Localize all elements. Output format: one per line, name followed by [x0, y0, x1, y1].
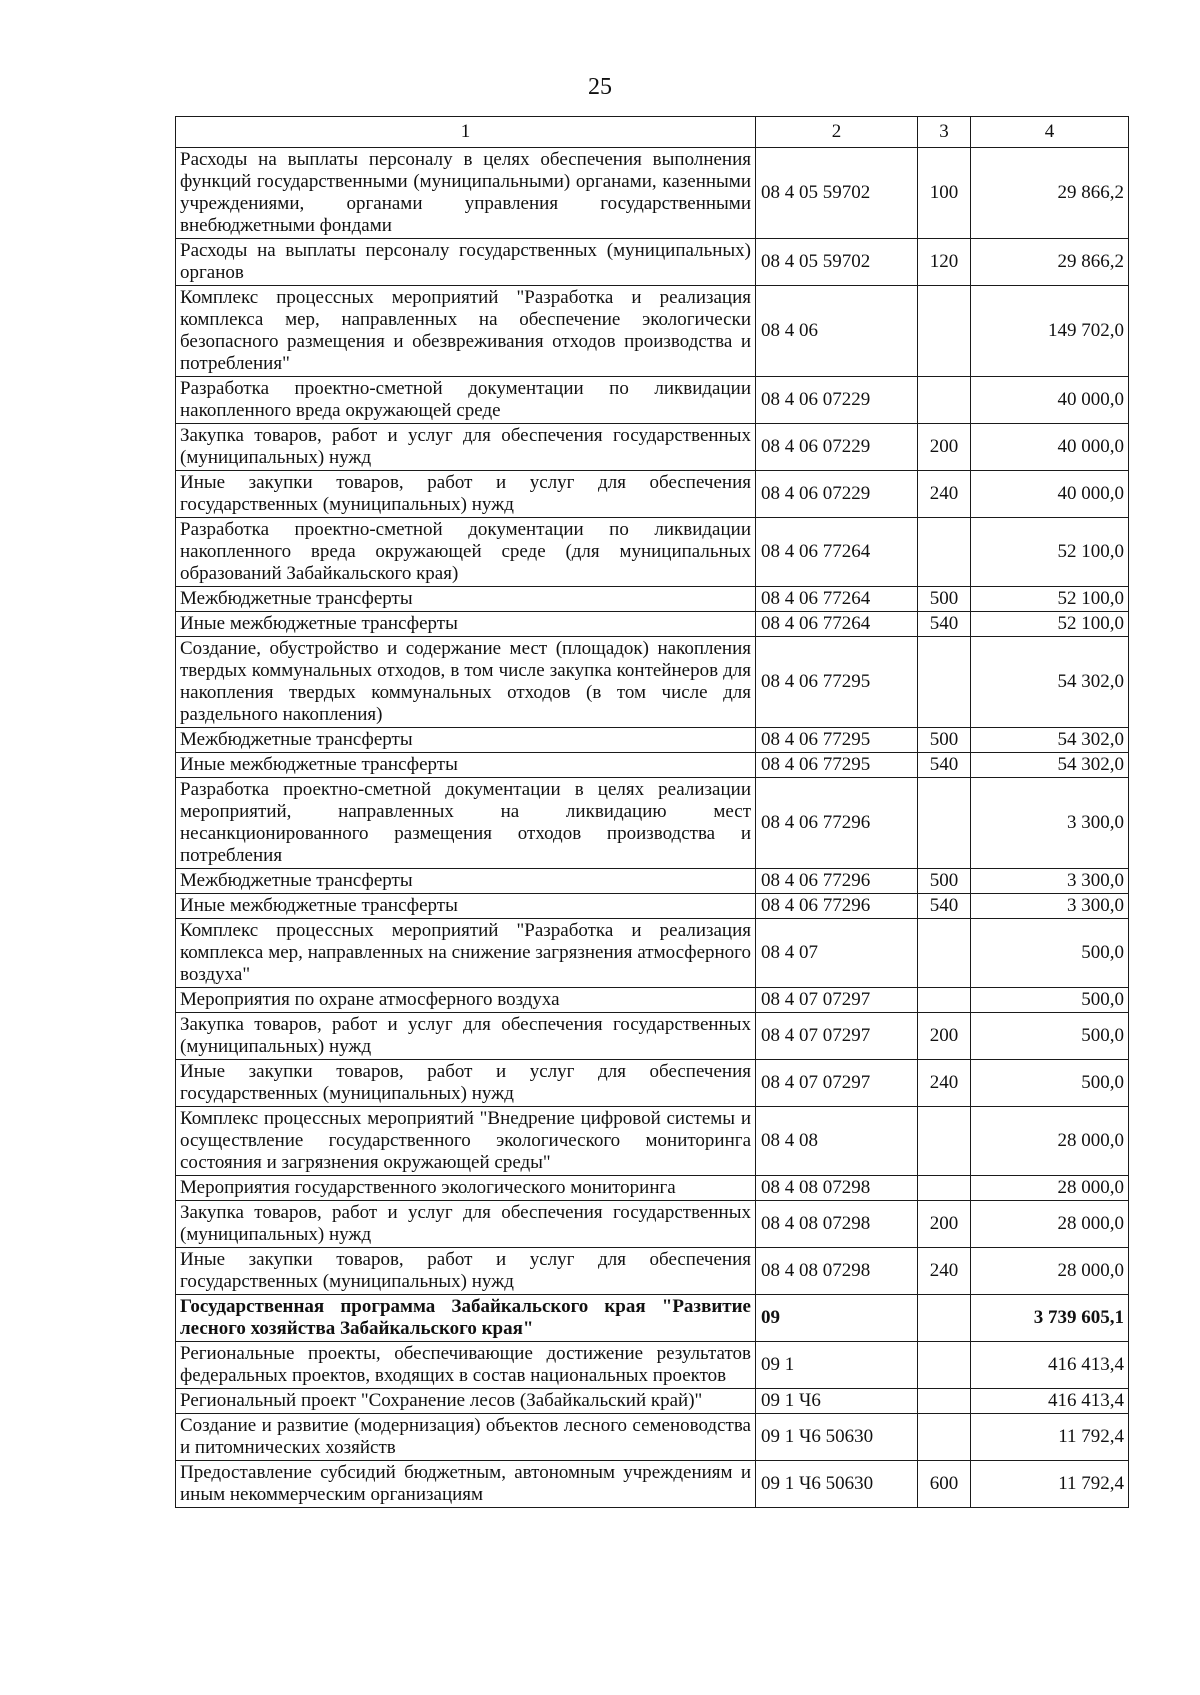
table-row [176, 1013, 1129, 1060]
table-row [176, 471, 1129, 518]
row-type-cell [918, 1107, 971, 1176]
row-name-cell: Региональные проекты, обеспечивающие достижение результатов федеральных проектов, входящих в состав национальных проектов [176, 1342, 756, 1389]
row-type-cell [918, 919, 971, 988]
row-type-cell: 200 [918, 1013, 971, 1060]
header-col-type: 3 [918, 117, 971, 148]
row-type-cell: 200 [918, 424, 971, 471]
table-row [176, 919, 1129, 988]
table-row [176, 612, 1129, 637]
table-row [176, 988, 1129, 1013]
row-sum-cell: 28 000,0 [971, 1176, 1129, 1201]
row-code-cell: 08 4 06 07229 [756, 377, 918, 424]
table-row [176, 424, 1129, 471]
table-row [176, 377, 1129, 424]
row-sum-cell: 52 100,0 [971, 612, 1129, 637]
row-type-cell: 500 [918, 869, 971, 894]
row-type-cell: 540 [918, 612, 971, 637]
row-sum-cell: 40 000,0 [971, 471, 1129, 518]
row-code-cell: 09 1 Ч6 50630 [756, 1414, 918, 1461]
row-code-cell: 08 4 05 59702 [756, 148, 918, 239]
table-row [176, 148, 1129, 239]
row-sum-cell: 28 000,0 [971, 1248, 1129, 1295]
row-sum-cell: 52 100,0 [971, 587, 1129, 612]
table-row [176, 869, 1129, 894]
row-name-cell: Государственная программа Забайкальского края "Развитие лесного хозяйства Забайкальского края" [176, 1295, 756, 1342]
row-name-cell: Иные межбюджетные трансферты [176, 894, 756, 919]
table-row [176, 239, 1129, 286]
row-type-cell [918, 1414, 971, 1461]
row-sum-cell: 3 300,0 [971, 869, 1129, 894]
row-sum-cell: 500,0 [971, 1060, 1129, 1107]
row-sum-cell: 52 100,0 [971, 518, 1129, 587]
row-type-cell [918, 1342, 971, 1389]
row-name-cell: Межбюджетные трансферты [176, 869, 756, 894]
row-code-cell: 08 4 07 07297 [756, 1013, 918, 1060]
row-name-cell: Комплекс процессных мероприятий "Внедрение цифровой системы и осуществление государственного экологического мониторинга состояния и загрязнения окружающей среды" [176, 1107, 756, 1176]
row-name-cell: Разработка проектно-сметной документации по ликвидации накопленного вреда окружающей среде (для муниципальных образований Забайкальского края) [176, 518, 756, 587]
table-row [176, 728, 1129, 753]
row-type-cell [918, 377, 971, 424]
row-name-cell: Создание, обустройство и содержание мест (площадок) накопления твердых коммунальных отходов, в том числе закупка контейнеров для накопления твердых коммунальных отходов (в том числе для раздельного накопления) [176, 637, 756, 728]
table-row [176, 587, 1129, 612]
row-type-cell: 500 [918, 587, 971, 612]
row-code-cell: 08 4 08 07298 [756, 1248, 918, 1295]
row-sum-cell: 40 000,0 [971, 424, 1129, 471]
row-sum-cell: 500,0 [971, 919, 1129, 988]
row-type-cell: 540 [918, 753, 971, 778]
row-code-cell: 08 4 06 77264 [756, 587, 918, 612]
row-name-cell: Мероприятия по охране атмосферного воздуха [176, 988, 756, 1013]
row-sum-cell: 54 302,0 [971, 637, 1129, 728]
row-sum-cell: 3 300,0 [971, 778, 1129, 869]
row-name-cell: Закупка товаров, работ и услуг для обеспечения государственных (муниципальных) нужд [176, 424, 756, 471]
row-name-cell: Разработка проектно-сметной документации по ликвидации накопленного вреда окружающей среде [176, 377, 756, 424]
row-sum-cell: 54 302,0 [971, 753, 1129, 778]
row-type-cell: 100 [918, 148, 971, 239]
row-code-cell: 08 4 06 77295 [756, 637, 918, 728]
row-type-cell: 540 [918, 894, 971, 919]
table-row [176, 1060, 1129, 1107]
row-name-cell: Разработка проектно-сметной документации в целях реализации мероприятий, направленных на ликвидацию мест несанкционированного размещения отходов производства и потребления [176, 778, 756, 869]
row-sum-cell: 29 866,2 [971, 148, 1129, 239]
table-row [176, 286, 1129, 377]
row-sum-cell: 416 413,4 [971, 1389, 1129, 1414]
row-sum-cell: 11 792,4 [971, 1461, 1129, 1508]
row-type-cell [918, 518, 971, 587]
row-name-cell: Межбюджетные трансферты [176, 728, 756, 753]
row-code-cell: 08 4 07 [756, 919, 918, 988]
table-row [176, 1201, 1129, 1248]
row-type-cell: 200 [918, 1201, 971, 1248]
row-code-cell: 08 4 06 77264 [756, 518, 918, 587]
row-type-cell [918, 1176, 971, 1201]
row-code-cell: 08 4 07 07297 [756, 988, 918, 1013]
page-number: 25 [588, 74, 612, 100]
table-row [176, 637, 1129, 728]
row-sum-cell: 29 866,2 [971, 239, 1129, 286]
row-type-cell: 240 [918, 1060, 971, 1107]
row-type-cell [918, 1295, 971, 1342]
row-sum-cell: 500,0 [971, 1013, 1129, 1060]
row-code-cell: 08 4 06 77295 [756, 728, 918, 753]
row-type-cell: 240 [918, 1248, 971, 1295]
row-sum-cell: 3 300,0 [971, 894, 1129, 919]
row-name-cell: Закупка товаров, работ и услуг для обеспечения государственных (муниципальных) нужд [176, 1201, 756, 1248]
table-row [176, 1461, 1129, 1508]
row-type-cell: 500 [918, 728, 971, 753]
header-col-name: 1 [176, 117, 756, 148]
row-name-cell: Комплекс процессных мероприятий "Разработка и реализация комплекса мер, направленных на снижение загрязнения атмосферного воздуха" [176, 919, 756, 988]
table-row [176, 1107, 1129, 1176]
table-row [176, 1389, 1129, 1414]
table-row [176, 1295, 1129, 1342]
row-code-cell: 08 4 06 77296 [756, 778, 918, 869]
header-col-code: 2 [756, 117, 918, 148]
table-row [176, 1248, 1129, 1295]
row-code-cell: 09 1 Ч6 50630 [756, 1461, 918, 1508]
header-row [176, 117, 1129, 148]
row-code-cell: 09 1 Ч6 [756, 1389, 918, 1414]
row-code-cell: 09 [756, 1295, 918, 1342]
row-name-cell: Иные закупки товаров, работ и услуг для обеспечения государственных (муниципальных) нужд [176, 471, 756, 518]
row-name-cell: Межбюджетные трансферты [176, 587, 756, 612]
row-code-cell: 08 4 06 [756, 286, 918, 377]
row-type-cell [918, 988, 971, 1013]
row-name-cell: Закупка товаров, работ и услуг для обеспечения государственных (муниципальных) нужд [176, 1013, 756, 1060]
row-sum-cell: 500,0 [971, 988, 1129, 1013]
table-row [176, 518, 1129, 587]
row-type-cell [918, 778, 971, 869]
row-sum-cell: 28 000,0 [971, 1107, 1129, 1176]
row-code-cell: 08 4 05 59702 [756, 239, 918, 286]
row-sum-cell: 3 739 605,1 [971, 1295, 1129, 1342]
table-row [176, 1342, 1129, 1389]
row-name-cell: Иные межбюджетные трансферты [176, 612, 756, 637]
row-sum-cell: 416 413,4 [971, 1342, 1129, 1389]
row-sum-cell: 28 000,0 [971, 1201, 1129, 1248]
row-name-cell: Создание и развитие (модернизация) объектов лесного семеноводства и питомнических хозяйств [176, 1414, 756, 1461]
table-row [176, 894, 1129, 919]
table-row [176, 1176, 1129, 1201]
row-sum-cell: 11 792,4 [971, 1414, 1129, 1461]
row-code-cell: 08 4 06 77295 [756, 753, 918, 778]
header-col-sum: 4 [971, 117, 1129, 148]
table-row [176, 778, 1129, 869]
row-type-cell: 120 [918, 239, 971, 286]
table-row [176, 753, 1129, 778]
row-name-cell: Региональный проект "Сохранение лесов (Забайкальский край)" [176, 1389, 756, 1414]
row-sum-cell: 149 702,0 [971, 286, 1129, 377]
row-type-cell [918, 1389, 971, 1414]
row-code-cell: 08 4 06 07229 [756, 424, 918, 471]
row-code-cell: 08 4 08 [756, 1107, 918, 1176]
row-name-cell: Иные закупки товаров, работ и услуг для обеспечения государственных (муниципальных) нужд [176, 1060, 756, 1107]
row-code-cell: 08 4 07 07297 [756, 1060, 918, 1107]
row-type-cell: 600 [918, 1461, 971, 1508]
row-sum-cell: 54 302,0 [971, 728, 1129, 753]
row-name-cell: Иные межбюджетные трансферты [176, 753, 756, 778]
row-code-cell: 08 4 06 07229 [756, 471, 918, 518]
row-name-cell: Иные закупки товаров, работ и услуг для обеспечения государственных (муниципальных) нужд [176, 1248, 756, 1295]
row-type-cell [918, 637, 971, 728]
row-code-cell: 08 4 06 77296 [756, 894, 918, 919]
row-code-cell: 08 4 08 07298 [756, 1201, 918, 1248]
table-row [176, 1414, 1129, 1461]
budget-table [175, 116, 1129, 1508]
row-sum-cell: 40 000,0 [971, 377, 1129, 424]
row-type-cell [918, 286, 971, 377]
row-code-cell: 08 4 08 07298 [756, 1176, 918, 1201]
row-name-cell: Расходы на выплаты персоналу государственных (муниципальных) органов [176, 239, 756, 286]
table-body [176, 148, 1129, 1508]
row-code-cell: 08 4 06 77296 [756, 869, 918, 894]
row-name-cell: Мероприятия государственного экологического мониторинга [176, 1176, 756, 1201]
row-name-cell: Предоставление субсидий бюджетным, автономным учреждениям и иным некоммерческим организациям [176, 1461, 756, 1508]
row-code-cell: 09 1 [756, 1342, 918, 1389]
row-name-cell: Комплекс процессных мероприятий "Разработка и реализация комплекса мер, направленных на обеспечение экологически безопасного размещения и обезвреживания отходов производства и потребления" [176, 286, 756, 377]
row-name-cell: Расходы на выплаты персоналу в целях обеспечения выполнения функций государственными (муниципальными) органами, казенными учреждениями, органами управления государственными внебюджетными фондами [176, 148, 756, 239]
row-type-cell: 240 [918, 471, 971, 518]
row-code-cell: 08 4 06 77264 [756, 612, 918, 637]
